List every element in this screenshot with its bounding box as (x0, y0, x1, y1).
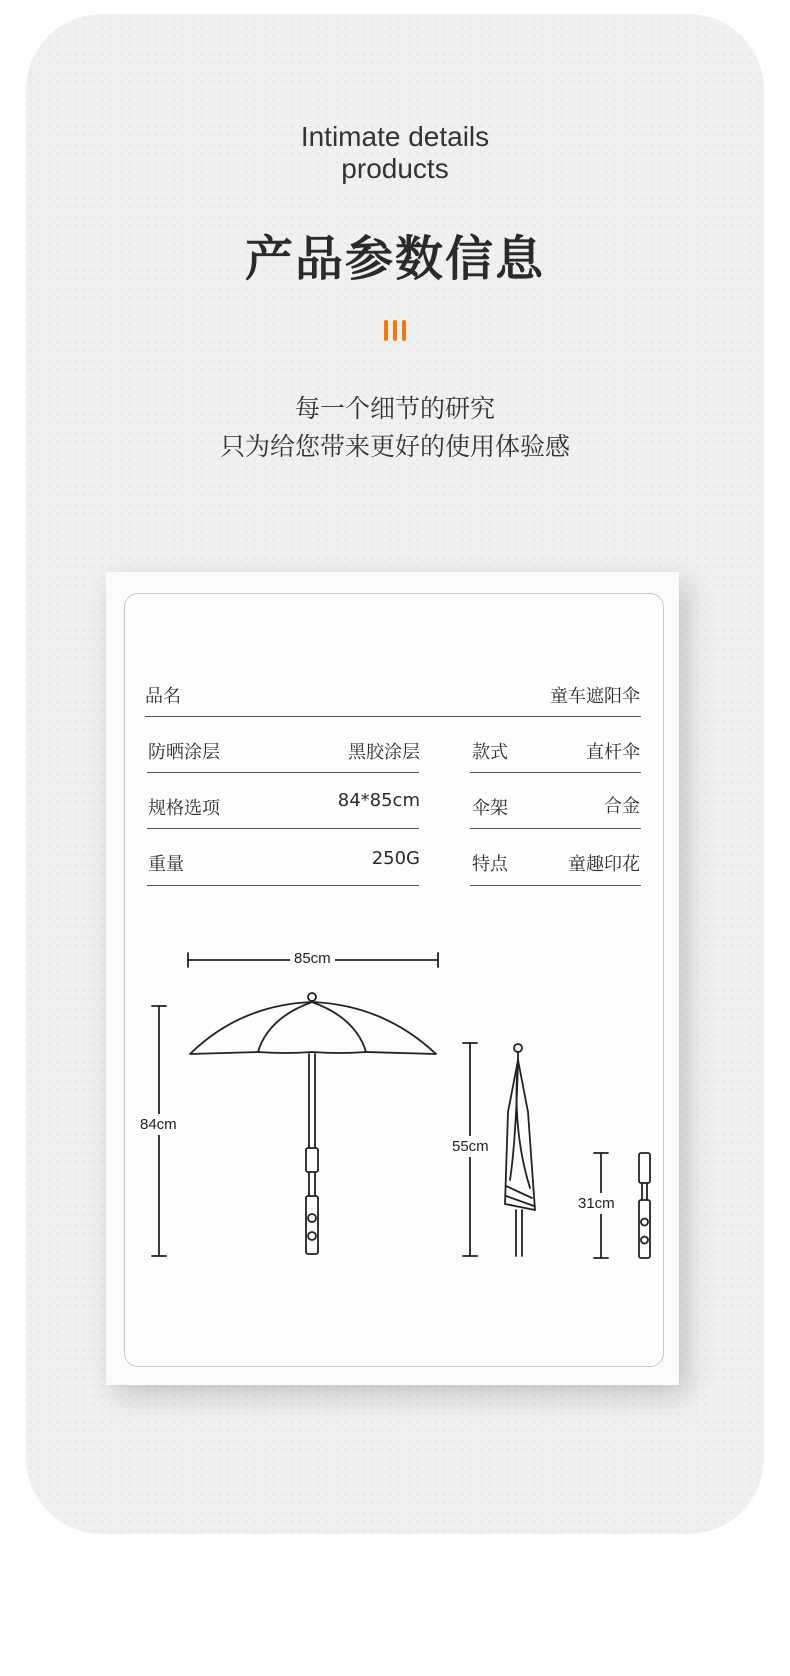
page-title: 产品参数信息 (244, 231, 545, 287)
spec-value-frame: 合金 (604, 796, 640, 817)
spec-value-size: 84*85cm (337, 790, 420, 811)
spec-label-size: 规格选项 (148, 798, 220, 819)
spec-label-feature: 特点 (472, 854, 508, 875)
spec-value-coating: 黑胶涂层 (348, 742, 420, 763)
tagline-line2: 只为给您带来更好的使用体验感 (219, 432, 570, 461)
tagline-line1: 每一个细节的研究 (294, 394, 495, 423)
spec-value-feature: 童趣印花 (568, 854, 640, 875)
english-heading-line1: Intimate details (300, 121, 490, 152)
clamp-dimension-label: 31cm (578, 1195, 615, 1212)
spec-label-weight: 重量 (148, 854, 184, 875)
height-dimension-label: 84cm (140, 1116, 177, 1133)
spec-label-style: 款式 (472, 742, 508, 763)
spec-value-weight: 250G (371, 848, 420, 869)
spec-label-frame: 伞架 (472, 798, 508, 819)
spec-name-value: 童车遮阳伞 (550, 686, 640, 707)
english-heading-line2: products (341, 153, 449, 184)
spec-name-label: 品名 (145, 686, 181, 707)
folded-dimension-label: 55cm (452, 1138, 489, 1155)
spec-label-coating: 防晒涂层 (148, 742, 220, 763)
spec-value-style: 直杆伞 (586, 742, 640, 763)
width-dimension-label: 85cm (290, 950, 335, 967)
